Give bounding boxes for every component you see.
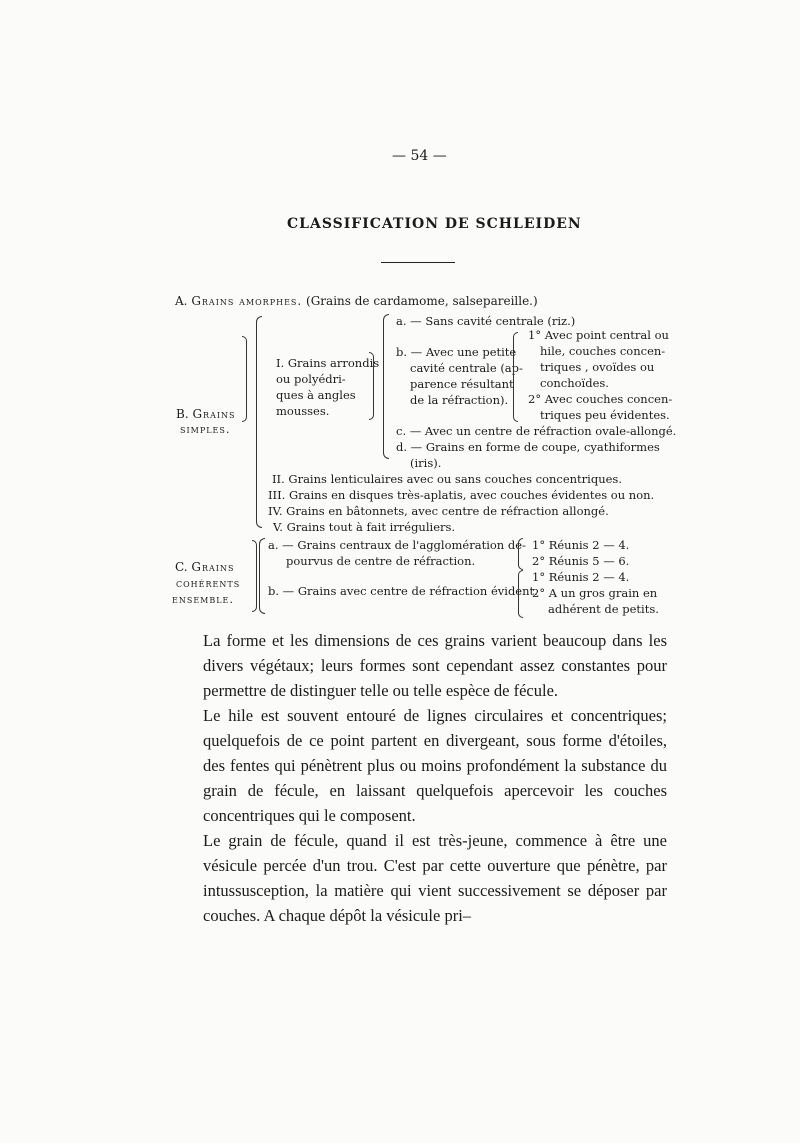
class-b-word1: Grains	[192, 407, 236, 421]
group1-d-line1: d. — Grains en forme de coupe, cyathiformes	[396, 440, 660, 454]
title-rule	[381, 262, 455, 263]
class-b-letter: B.	[176, 407, 189, 421]
class-c-b-r3: adhérent de petits.	[548, 602, 659, 616]
class-c-label-line2: cohérents	[176, 576, 241, 590]
class-c-b: b. — Grains avec centre de réfraction évident.	[268, 584, 538, 598]
class-c-b-brace	[518, 570, 523, 618]
class-b-label-line2: simples.	[180, 422, 231, 436]
paragraph-2: Le hile est souvent entouré de lignes circulaires et concentriques; quelquefois de ce point partent en divergeant, sous forme d'étoiles, des fentes qui pénètrent plus ou moins profondément la substance du grain de fécule, en laissant quelquefois apercevoir les couches concentriques qui le composent.	[203, 706, 667, 825]
class-c-label-brace	[252, 540, 257, 612]
group1-line1: I. Grains arrondis	[276, 356, 380, 370]
group1-b1-line1: 1° Avec point central ou	[528, 328, 669, 342]
class-b-label-line1	[176, 407, 236, 422]
group2: II. Grains lenticulaires avec ou sans couches concentriques.	[272, 472, 622, 486]
paragraph-1: La forme et les dimensions de ces grains varient beaucoup dans les divers végétaux; leurs formes sont cependant assez constantes pour permettre de distinguer telle ou telle espèce de fécule.	[203, 631, 667, 700]
group1-brace-sub	[383, 314, 389, 459]
group1-line2: ou polyédri-	[276, 372, 346, 386]
group1-b-line4: de la réfraction).	[410, 393, 509, 407]
group1-line3: ques à angles	[276, 388, 356, 402]
class-c-a-brace	[518, 538, 523, 570]
class-c-word1: Grains	[191, 560, 235, 574]
page-title: CLASSIFICATION DE SCHLEIDEN	[287, 216, 582, 232]
group1-b-line2: cavité centrale (ap-	[410, 361, 523, 375]
group1-b1-line4: conchoïdes.	[540, 376, 609, 390]
paragraph-3: Le grain de fécule, quand il est très-jeune, commence à être une vésicule percée d'un trou. C'est par cette ouverture que pénètre, par intussusception, la matière qui vient successivement se déposer par couches. A chaque dépôt la vésicule pri–	[203, 831, 667, 925]
class-c-letter: C.	[175, 560, 188, 574]
class-b-label-brace	[242, 336, 247, 422]
group1-brace-right	[369, 352, 374, 420]
group1-line4: mousses.	[276, 404, 330, 418]
class-c-b-r2: 2° A un gros grain en	[532, 586, 658, 600]
group1-d-line2: (iris).	[410, 456, 442, 470]
group1-b2-line1: 2° Avec couches concen-	[528, 392, 673, 406]
class-c-a-r2: 2° Réunis 5 — 6.	[532, 554, 630, 568]
group4: IV. Grains en bâtonnets, avec centre de réfraction allongé.	[268, 504, 609, 518]
class-a-label: Grains amorphes.	[191, 294, 303, 308]
group1-b1-line3: triques , ovoïdes ou	[540, 360, 655, 374]
group3: III. Grains en disques très-aplatis, avec couches évidentes ou non.	[268, 488, 655, 502]
class-c-a-line1: a. — Grains centraux de l'agglomération dé-	[268, 538, 526, 552]
class-c-b-r1: 1° Réunis 2 — 4.	[532, 570, 630, 584]
body-text	[203, 628, 667, 928]
class-a-letter: A.	[175, 294, 188, 308]
class-b-brace	[256, 316, 262, 528]
class-c-label-line3: ensemble.	[172, 592, 235, 606]
group1-b-line1: b. — Avec une petite	[396, 345, 517, 359]
page-number: — 54 —	[392, 148, 447, 164]
class-a-row	[175, 294, 538, 309]
group1-c: c. — Avec un centre de réfraction ovale-allongé.	[396, 424, 677, 438]
group1-b1-line2: hile, couches concen-	[540, 344, 666, 358]
group1-b-line3: parence résultant	[410, 377, 514, 391]
class-a-note: (Grains de cardamome, salsepareille.)	[306, 294, 538, 308]
class-c-a-line2: pourvus de centre de réfraction.	[286, 554, 476, 568]
group5: V. Grains tout à fait irréguliers.	[273, 520, 456, 534]
class-c-label-line1	[175, 560, 234, 575]
class-c-a-r1: 1° Réunis 2 — 4.	[532, 538, 630, 552]
class-c-brace	[259, 538, 265, 614]
group1-a: a. — Sans cavité centrale (riz.)	[396, 314, 576, 328]
group1-b2-line2: triques peu évidentes.	[540, 408, 670, 422]
group1-b-brace	[513, 332, 518, 422]
